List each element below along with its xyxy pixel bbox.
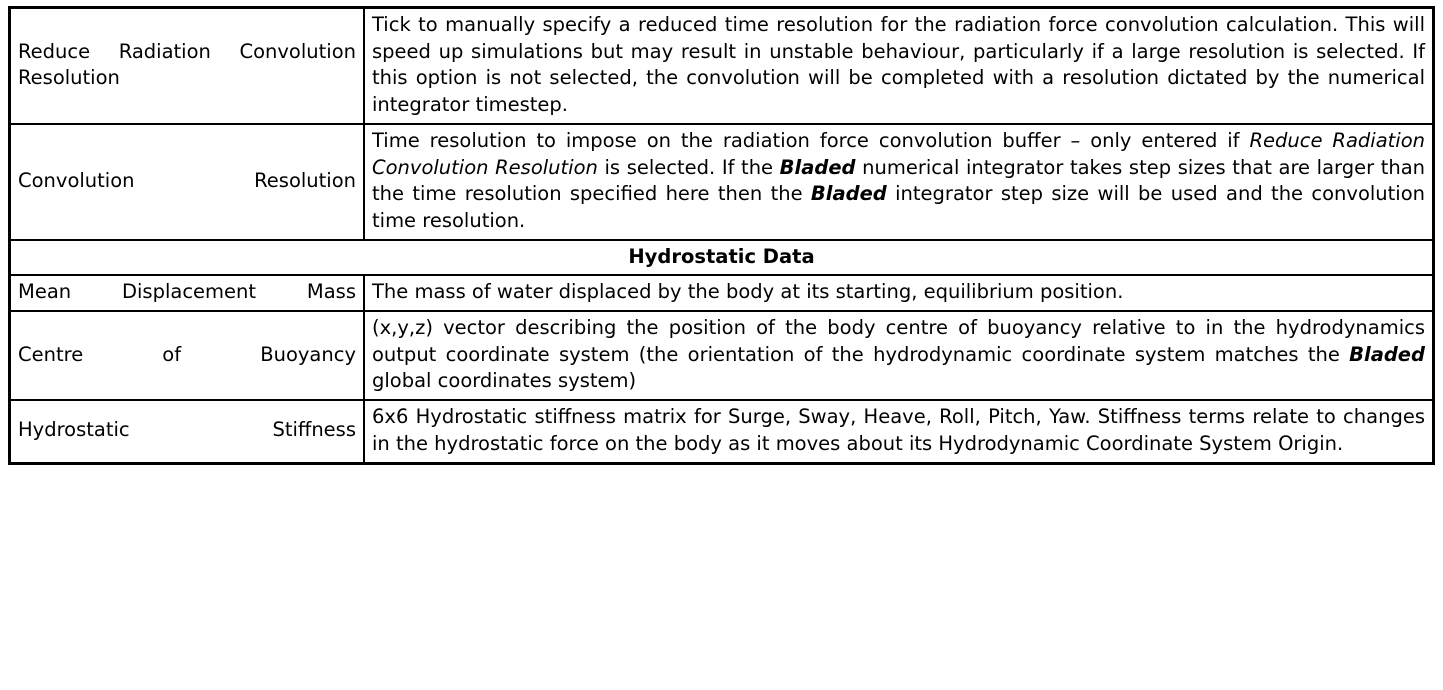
description-text: 6x6 Hydrostatic stiffness matrix for Surge, Sway, Heave, Roll, Pitch, Yaw. Stiffness terms relate to changes in the hydrostatic force on the body as it moves about its Hydrodynamic Coordinate System Origin.: [372, 405, 1425, 455]
description-cell: [364, 124, 1434, 240]
term-label: Centre of Buoyancy: [18, 342, 356, 366]
table-row-section: [10, 240, 1434, 276]
term-label: Mean Displacement Mass: [18, 280, 356, 304]
description-cell: [364, 311, 1434, 400]
term-cell: [10, 275, 365, 311]
table-row: [10, 8, 1434, 124]
term-cell: [10, 311, 365, 400]
term-cell: [10, 400, 365, 463]
term-cell: [10, 124, 365, 240]
term-label: Reduce Radiation Convolution Resolution: [18, 39, 356, 90]
table-row: [10, 311, 1434, 400]
table-row: [10, 124, 1434, 240]
term-label: Convolution Resolution: [18, 168, 356, 192]
table-row: [10, 275, 1434, 311]
parameter-description-table: [8, 6, 1435, 465]
description-cell: [364, 275, 1434, 311]
description-rich-text: Time resolution to impose on the radiation force convolution buffer – only entered if Reduce Radiation Convolution Resolution is selected. If the Bladed numerical integrator takes step sizes that are larger than the time resolution specified here then the Bladed integrator step size will be used and the convolution time resolution.: [372, 128, 1426, 232]
description-text: Tick to manually specify a reduced time resolution for the radiation force convolution calculation. This will speed up simulations but may result in unstable behaviour, particularly if a large resolution is selected. If this option is not selected, the convolution will be completed with a resolution dictated by the numerical integrator timestep.: [372, 13, 1425, 117]
table-row: [10, 400, 1434, 463]
description-text: The mass of water displaced by the body at its starting, equilibrium position.: [372, 280, 1124, 304]
description-cell: [364, 400, 1434, 463]
term-label: Hydrostatic Stiffness: [18, 418, 356, 442]
description-cell: [364, 8, 1434, 124]
section-header: Hydrostatic Data: [10, 240, 1434, 276]
term-cell: [10, 8, 365, 124]
description-rich-text: (x,y,z) vector describing the position of the body centre of buoyancy relative to in the hydrodynamics output coordinate system (the orientation of the hydrodynamic coordinate system matches the Bladed global coordinates system): [372, 316, 1425, 393]
